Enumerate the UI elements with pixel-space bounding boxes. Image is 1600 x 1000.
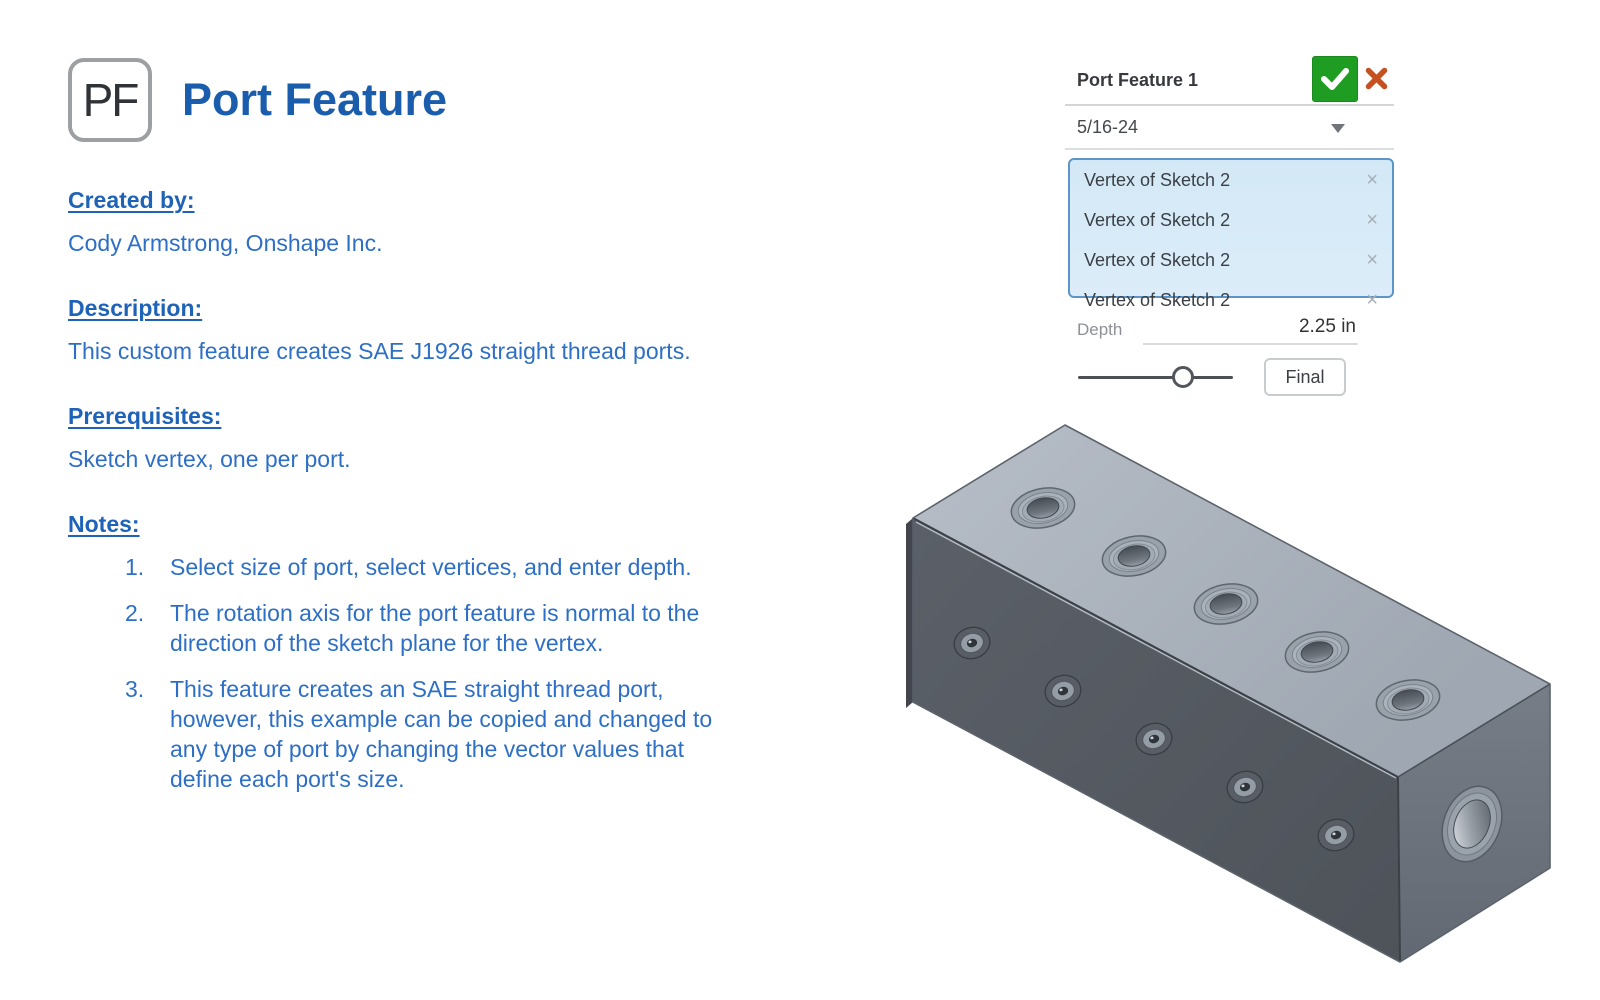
dropdown-caret-icon [1331,124,1345,133]
thread-size-value: 5/16-24 [1077,116,1139,137]
description-text: This custom feature creates SAE J1926 straight thread ports. [68,338,691,364]
list-item-number: 3. [125,676,145,702]
list-item-text: This feature creates an SAE straight thread port, however, this example can be copied and changed to any type of port by changing the vector values that define each port's size. [170,676,713,792]
manifold-3d-render [880,408,1580,993]
list-item [68,598,723,658]
close-x-icon [1365,67,1388,90]
section-heading-description: Description: [68,295,203,321]
remove-selection-icon[interactable]: × [1366,208,1378,231]
selection-label: Vertex of Sketch 2 [1084,289,1231,310]
selection-label: Vertex of Sketch 2 [1084,209,1231,230]
selection-row[interactable] [1070,200,1392,240]
feature-badge-icon: PF [68,58,152,142]
cancel-button[interactable] [1358,56,1394,102]
remove-selection-icon[interactable]: × [1366,168,1378,191]
port-feature-dialog [1065,56,1394,397]
depth-input[interactable]: 2.25 in [1143,316,1358,345]
list-item-number: 2. [125,600,145,626]
section-heading-prerequisites: Prerequisites: [68,403,222,429]
depth-slider-row [1065,357,1394,397]
final-button[interactable]: Final [1264,358,1346,396]
thread-size-dropdown[interactable] [1065,106,1394,150]
created-by-text: Cody Armstrong, Onshape Inc. [68,230,383,256]
remove-selection-icon[interactable]: × [1366,248,1378,271]
section-heading-created-by: Created by: [68,187,195,213]
depth-slider-track[interactable] [1078,376,1233,379]
section-heading-notes: Notes: [68,511,140,537]
selection-label: Vertex of Sketch 2 [1084,169,1231,190]
list-item-text: Select size of port, select vertices, and enter depth. [170,554,692,580]
selection-row[interactable] [1070,240,1392,280]
dialog-title: Port Feature 1 [1077,69,1199,90]
selection-row[interactable] [1070,160,1392,200]
doc-header [68,58,758,142]
feature-doc [68,58,758,810]
list-item [68,674,723,794]
depth-slider-handle[interactable] [1172,366,1194,388]
list-item-number: 1. [125,554,145,580]
page-title: Port Feature [182,74,448,125]
block-left-sliver [906,518,913,708]
selection-label: Vertex of Sketch 2 [1084,249,1231,270]
list-item [68,552,723,582]
depth-label: Depth [1077,320,1123,339]
dialog-header [1065,56,1394,106]
list-item-text: The rotation axis for the port feature is normal to the direction of the sketch plane for the vertex. [170,600,700,656]
accept-button[interactable] [1312,56,1358,102]
checkmark-icon [1320,66,1350,92]
remove-selection-icon[interactable]: × [1366,288,1378,311]
vertex-selection-list[interactable] [1068,158,1394,311]
selection-row[interactable] [1070,280,1392,320]
notes-list [68,552,723,794]
depth-field-row [1065,316,1394,345]
prerequisites-text: Sketch vertex, one per port. [68,446,351,472]
